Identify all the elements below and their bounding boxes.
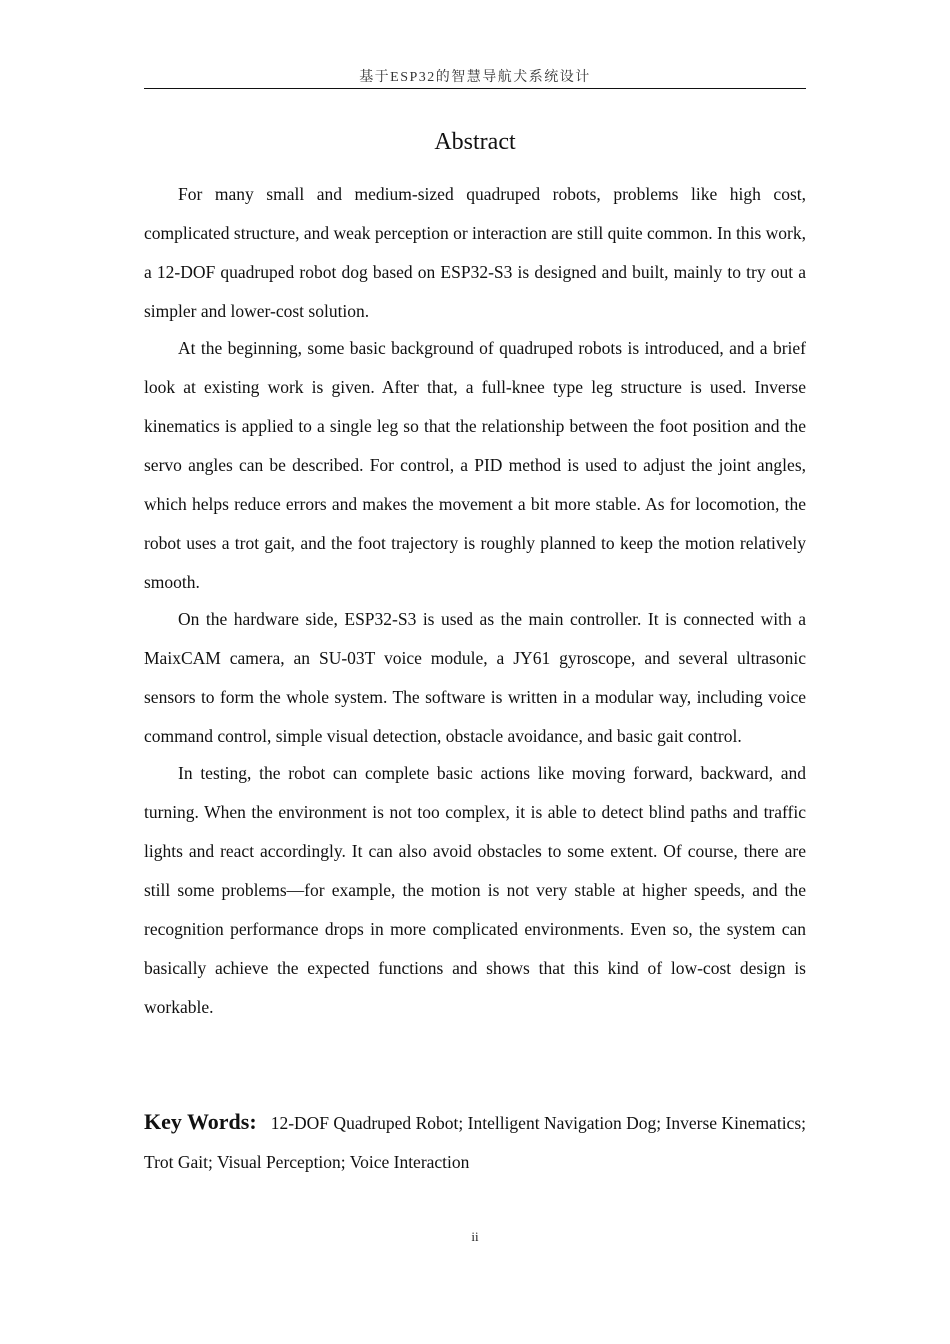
abstract-paragraph-2: At the beginning, some basic background of quadruped robots is introduced, and a brief look at existing work is given. After that, a full-knee type leg structure is used. Inverse kinematics is applied to a single leg so that the relationship between the foot position and the servo angles can be described. For control, a PID method is used to adjust the joint angles, which helps reduce errors and makes the movement a bit more stable. As for locomotion, the robot uses a trot gait, and the foot trajectory is roughly planned to keep the motion relatively smooth. [144, 338, 806, 592]
page-number: ii [471, 1229, 479, 1244]
abstract-paragraph-1: For many small and medium-sized quadruped robots, problems like high cost, complicated structure, and weak perception or interaction are still quite common. In this work, a 12-DOF quadruped robot dog based on ESP32-S3 is designed and built, mainly to try out a simpler and lower-cost solution. [144, 184, 806, 321]
abstract-body [144, 175, 806, 1025]
page-title: Abstract [434, 129, 516, 155]
header-rule [144, 88, 806, 89]
running-header: 基于ESP32的智慧导航犬系统设计 [359, 70, 591, 85]
keywords-label: Key Words: [144, 1109, 257, 1134]
abstract-paragraph-4: In testing, the robot can complete basic actions like moving forward, backward, and turning. When the environment is not too complex, it is able to detect blind paths and traffic lights and react accordingly. It can also avoid obstacles to some extent. Of course, there are still some problems—for example, the motion is not very stable at higher speeds, and the recognition performance drops in more complicated environments. Even so, the system can basically achieve the expected functions and shows that this kind of low-cost design is workable. [144, 763, 806, 1017]
abstract-paragraph-3: On the hardware side, ESP32-S3 is used as the main controller. It is connected with a MaixCAM camera, an SU-03T voice module, a JY61 gyroscope, and several ultrasonic sensors to form the whole system. The software is written in a modular way, including voice command control, simple visual detection, obstacle avoidance, and basic gait control. [144, 609, 806, 746]
keywords-block [144, 1102, 806, 1182]
keywords-text: 12-DOF Quadruped Robot; Intelligent Navigation Dog; Inverse Kinematics; Trot Gait; Visual Perception; Voice Interaction [144, 1113, 806, 1172]
